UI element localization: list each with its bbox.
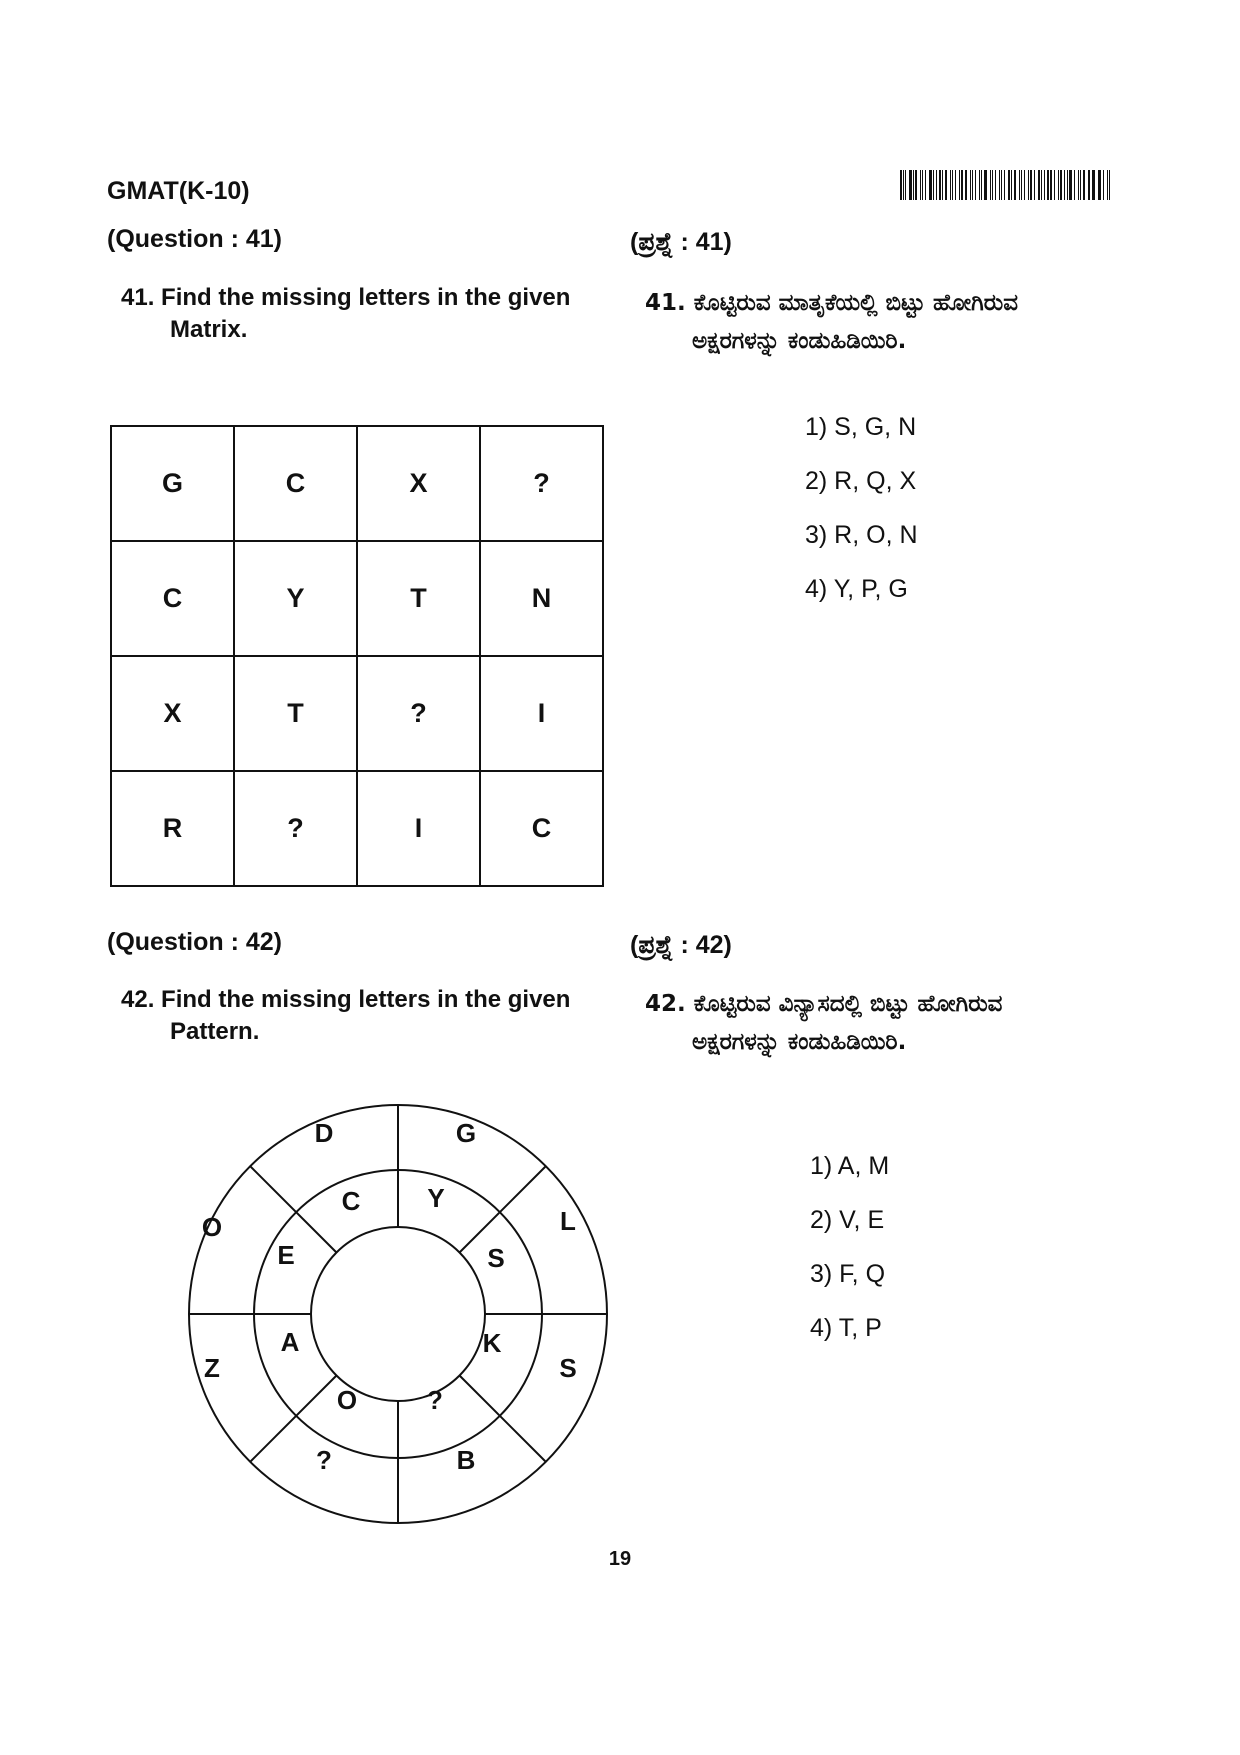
q42-option-4: 4) T, P — [810, 1314, 882, 1342]
matrix-cell: G — [111, 426, 234, 541]
inner-ring-letter: O — [336, 1384, 358, 1415]
inner-ring-letter: S — [487, 1242, 505, 1273]
q42-text-kn-line2: ಅಕ್ಷರಗಳನ್ನು ಕಂಡುಹಿಡಿಯಿರಿ. — [692, 1029, 907, 1055]
q41-label-en: (Question : 41) — [107, 225, 283, 253]
q42-option-2: 2) V, E — [810, 1206, 885, 1234]
q42-option-3: 3) F, Q — [810, 1260, 886, 1288]
exam-code: GMAT(K-10) — [107, 177, 250, 205]
inner-ring-letter: ? — [427, 1384, 443, 1415]
q42-label-kn: (ಪ್ರಶ್ನೆ : 42) — [630, 931, 732, 959]
matrix-cell: Y — [234, 541, 357, 656]
q42-label-en: (Question : 42) — [107, 928, 283, 956]
q42-text-en-line2: Pattern. — [170, 1018, 260, 1045]
q41-text-kn-line1: 41. ಕೊಟ್ಟಿರುವ ಮಾತೃಕೆಯಲ್ಲಿ ಬಿಟ್ಟು ಹೋಗಿರುವ — [645, 290, 1018, 316]
inner-ring-letter: Y — [427, 1182, 445, 1213]
outer-ring-letter: S — [559, 1352, 577, 1383]
outer-ring-letter: B — [456, 1444, 476, 1475]
letter-matrix — [110, 425, 604, 887]
matrix-cell: C — [480, 771, 603, 886]
q41-option-3: 3) R, O, N — [805, 521, 918, 549]
outer-ring-letter: L — [560, 1205, 576, 1236]
matrix-cell: ? — [234, 771, 357, 886]
q42-text-kn-line1: 42. ಕೊಟ್ಟಿರುವ ವಿನ್ಯಾಸದಲ್ಲಿ ಬಿಟ್ಟು ಹೋಗಿರುವ — [645, 991, 1003, 1017]
matrix-cell: C — [111, 541, 234, 656]
inner-ring-letter: C — [341, 1185, 361, 1216]
q42-text-en-line1: 42. Find the missing letters in the given — [121, 986, 571, 1013]
matrix-cell: ? — [357, 656, 480, 771]
matrix-cell: ? — [480, 426, 603, 541]
q41-text-kn-line2: ಅಕ್ಷರಗಳನ್ನು ಕಂಡುಹಿಡಿಯಿರಿ. — [692, 328, 907, 354]
q42-option-1: 1) A, M — [810, 1152, 890, 1180]
outer-ring-letter: D — [314, 1117, 334, 1148]
inner-ring-letter: A — [280, 1326, 300, 1357]
q41-option-1: 1) S, G, N — [805, 413, 917, 441]
inner-ring-letter: E — [277, 1239, 295, 1270]
matrix-cell: X — [111, 656, 234, 771]
q41-label-kn: (ಪ್ರಶ್ನೆ : 41) — [630, 228, 732, 256]
outer-ring-letter: ? — [316, 1444, 332, 1475]
matrix-cell: T — [234, 656, 357, 771]
letter-wheel — [150, 1080, 650, 1530]
page-number: 19 — [608, 1548, 632, 1570]
matrix-cell: T — [357, 541, 480, 656]
outer-ring-letter: G — [455, 1117, 477, 1148]
q41-text-en-line1: 41. Find the missing letters in the given — [121, 284, 571, 311]
matrix-cell: I — [357, 771, 480, 886]
outer-ring-letter: Z — [204, 1352, 220, 1383]
matrix-cell: C — [234, 426, 357, 541]
matrix-cell: X — [357, 426, 480, 541]
q41-option-4: 4) Y, P, G — [805, 575, 908, 603]
matrix-cell: N — [480, 541, 603, 656]
outer-ring-letter: O — [201, 1211, 223, 1242]
q41-option-2: 2) R, Q, X — [805, 467, 917, 495]
matrix-cell: R — [111, 771, 234, 886]
q41-text-en-line2: Matrix. — [170, 316, 248, 343]
matrix-cell: I — [480, 656, 603, 771]
inner-ring-letter: K — [482, 1327, 502, 1358]
barcode — [900, 170, 1112, 200]
